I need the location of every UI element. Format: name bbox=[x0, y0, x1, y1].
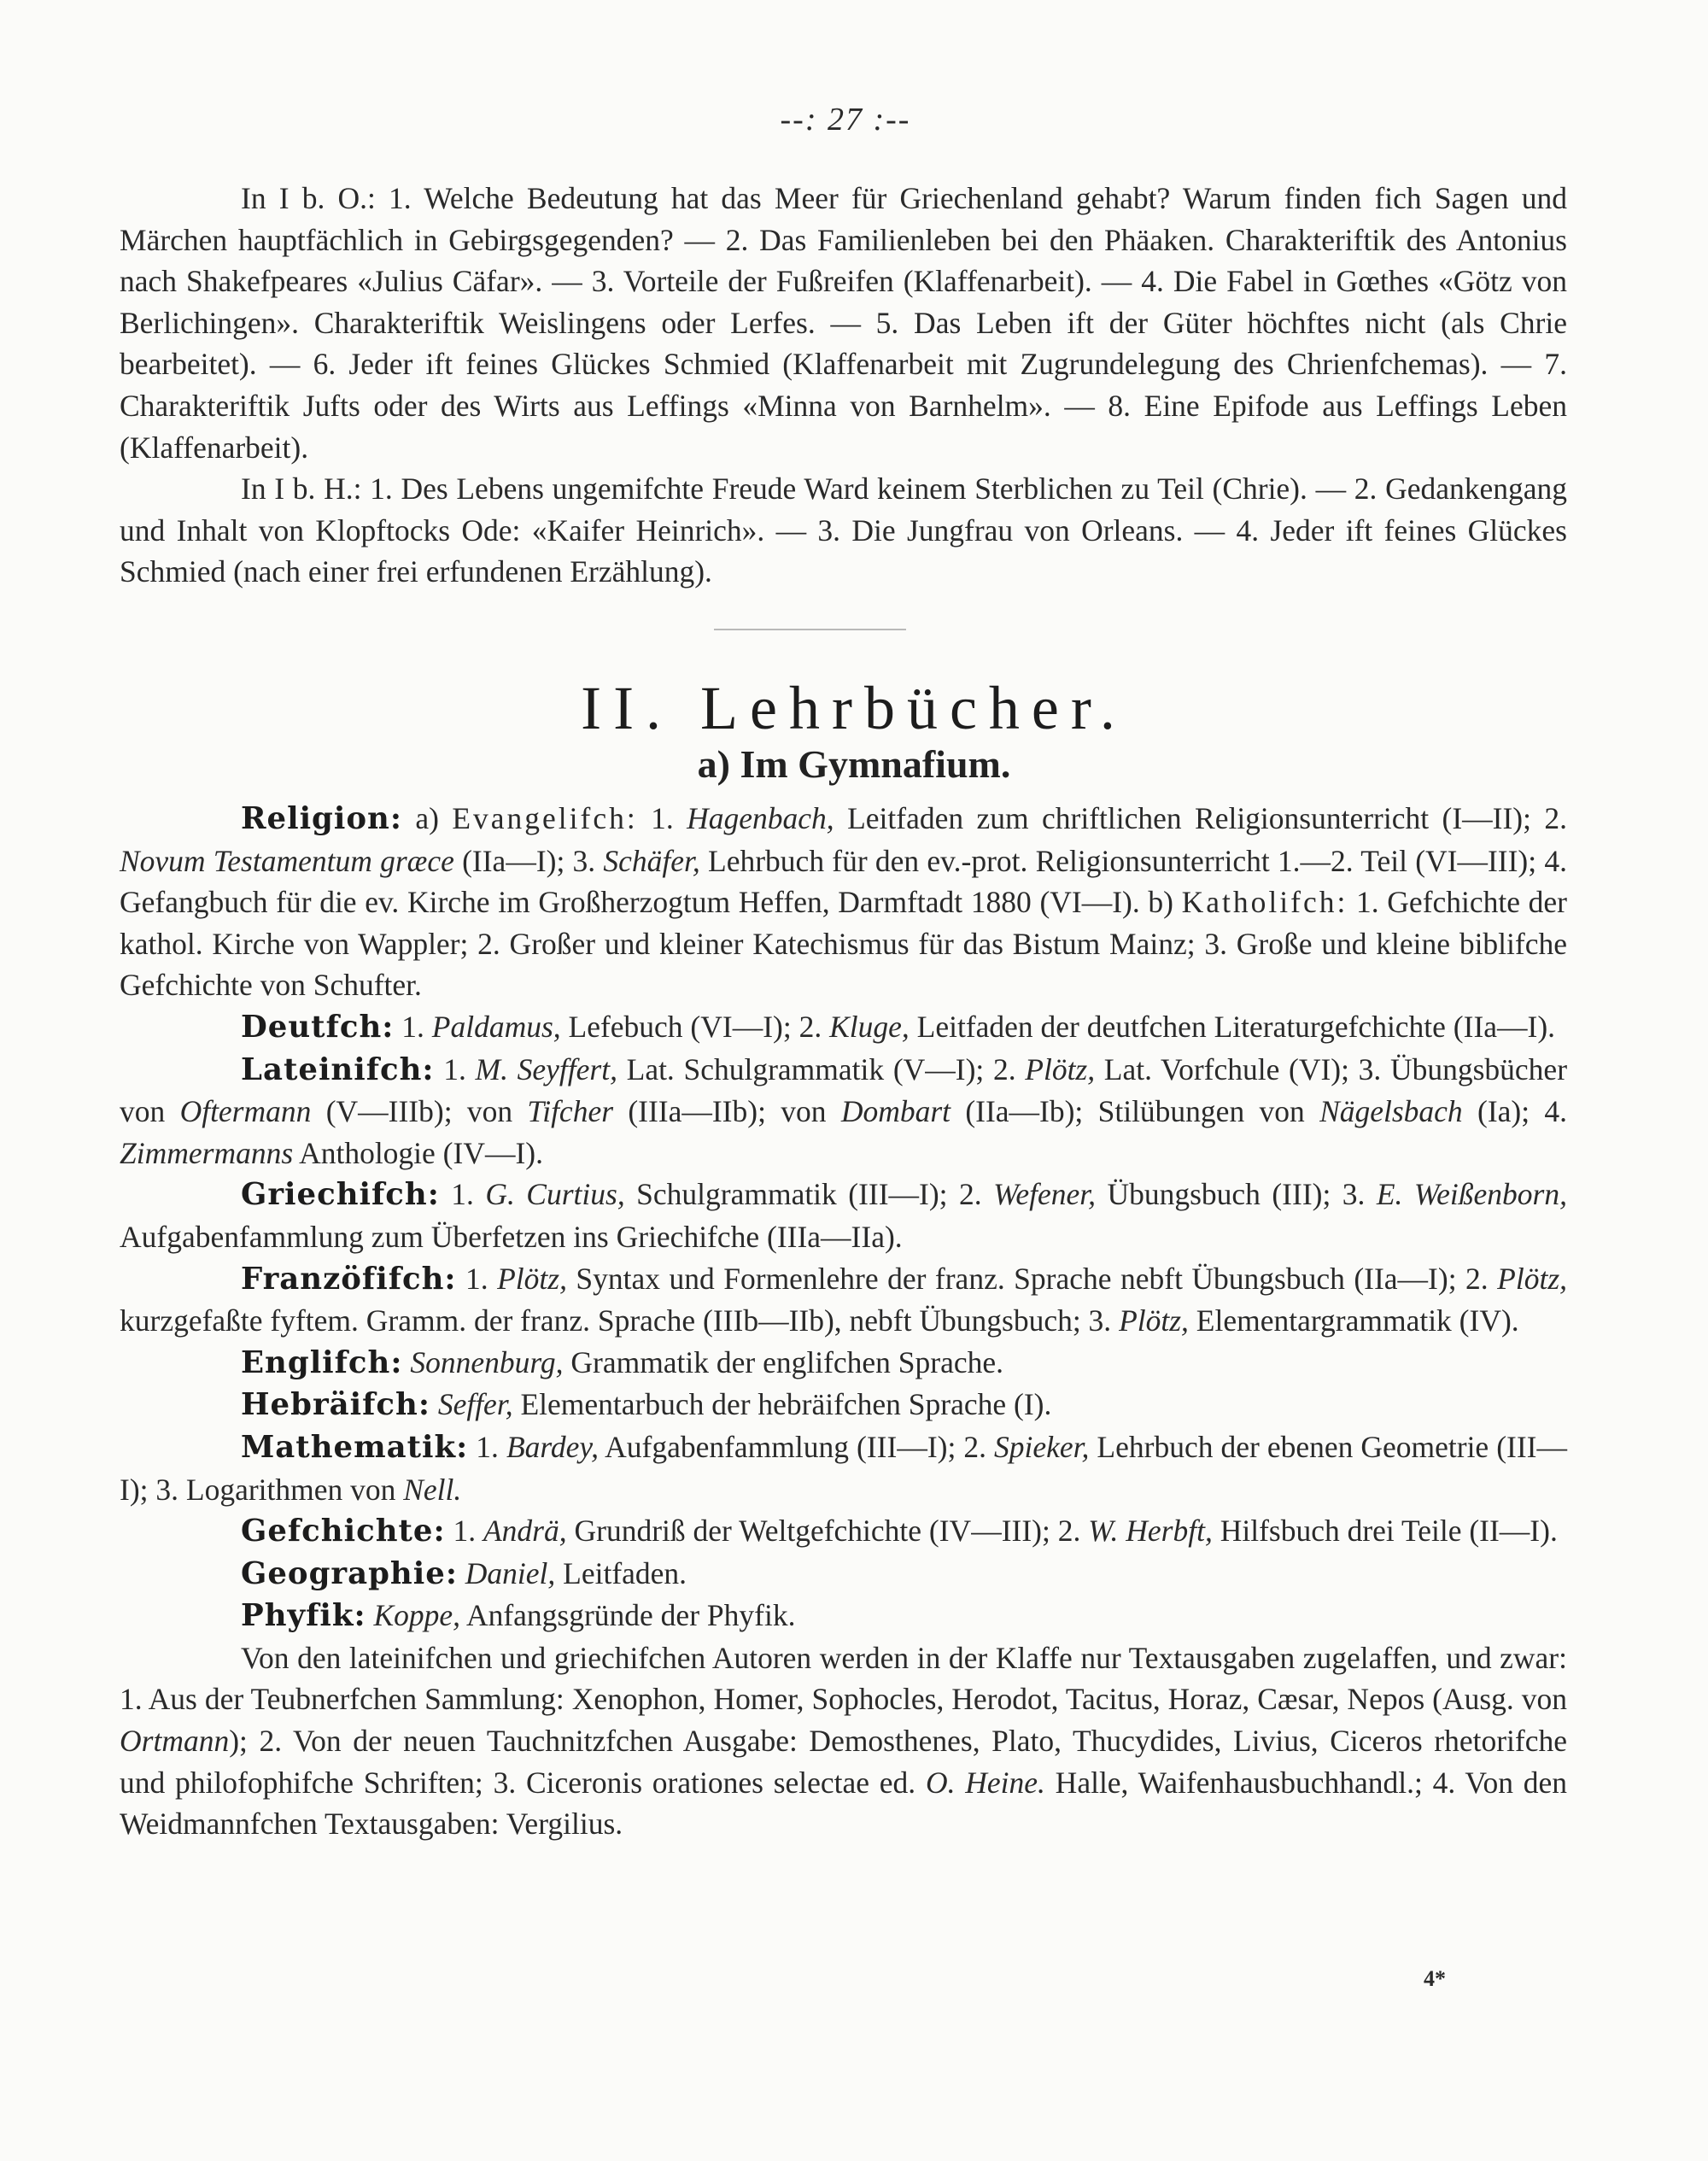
printer-signature-mark: 4* bbox=[1424, 1966, 1446, 1991]
subject-label: Geographie: bbox=[241, 1555, 458, 1591]
subject-label: Hebräifch: bbox=[241, 1387, 430, 1423]
page-number bbox=[0, 101, 1691, 138]
entry-deutsch: Deutfch: 1. Paldamus, Lefebuch (VI—I); 2. Kluge, Leitfaden der deutfchen Literaturgefchichte (IIa—I). bbox=[241, 1009, 1556, 1045]
topics-ib-h: In I b. H.: 1. Des Lebens ungemifchte Freude Ward keinem Sterblichen zu Teil (Chrie). — 2. Gedankengang und Inhalt von Klopftocks Ode: «Kaifer Heinrich». — 3. Die Jungfrau von Orleans. — 4. Jeder ift feines Glückes Schmied (nach einer frei erfundenen Erzählung). bbox=[120, 471, 1567, 589]
subject-label: Franzöfifch: bbox=[241, 1261, 457, 1297]
page-number-decor-right: :-- bbox=[873, 102, 911, 138]
page-number-value: 27 bbox=[828, 102, 863, 138]
author-name: Ortmann bbox=[120, 1724, 230, 1759]
author-name: Plötz, bbox=[1119, 1303, 1189, 1338]
author-name: Daniel, bbox=[465, 1555, 556, 1590]
author-name: O. Heine. bbox=[925, 1765, 1045, 1800]
author-name: Zimmermanns bbox=[120, 1135, 294, 1170]
page-number-decor-left: --: bbox=[780, 102, 818, 138]
author-name: Paldamus, bbox=[431, 1009, 561, 1044]
section-subheading: a) Im Gymnafium. bbox=[697, 742, 1011, 786]
entry-hebraeisch: Hebräifch: Seffer, Elementarbuch der hebräifchen Sprache (I). bbox=[241, 1387, 1052, 1423]
entry-religion: Religion: a) Evangelifch: 1. Hagenbach, Leitfaden zum chriftlichen Religionsunterricht (I—II); 2. Novum Testamentum græce (IIa—I); 3. Schäfer, Lehrbuch für den ev.-prot. Religionsunterricht 1.—2. Teil (VI—III); 4. Gefangbuch für die ev. Kirche im Großherzogtum Heffen, Darmftadt 1880 (VI—I). b) Katholifch: 1. Gefchichte der kathol. Kirche von Wappler; 2. Großer und kleiner Katechismus für das Bistum Mainz; 3. Große und kleine biblifche Gefchichte von Schufter. bbox=[120, 801, 1567, 1003]
author-name: Sonnenburg, bbox=[410, 1344, 564, 1379]
author-name: Plötz, bbox=[1497, 1261, 1568, 1296]
entry-geographie: Geographie: Daniel, Leitfaden. bbox=[241, 1555, 687, 1591]
author-name: Oftermann bbox=[179, 1094, 312, 1129]
entry-franzoesisch: Franzöfifch: 1. Plötz, Syntax und Formenlehre der franz. Sprache nebft Übungsbuch (IIa—I); 2. Plötz, kurzgefaßte fyftem. Gramm. der franz. Sprache (IIIb—IIb), nebft Übungsbuch; 3. Plötz, Elementargrammatik (IV). bbox=[120, 1261, 1568, 1338]
author-name: Seffer, bbox=[437, 1387, 513, 1422]
author-name: Plötz, bbox=[497, 1261, 567, 1296]
author-name: G. Curtius, bbox=[485, 1177, 625, 1212]
closing-paragraph: Von den lateinifchen und griechifchen Autoren werden in der Klaffe nur Textausgaben zugelaffen, und zwar: 1. Aus der Teubnerfchen Sammlung: Xenophon, Homer, Sophocles, Herodot, Tacitus, Horaz, Cæsar, Nepos (Ausg. von Ortmann); 2. Von der neuen Tauchnitzfchen Ausgabe: Demosthenes, Plato, Thucydides, Livius, Ciceros rhetorifche und philofophifche Schriften; 3. Ciceronis orationes selectae ed. O. Heine. Halle, Waifenhausbuchhandl.; 4. Von den Weidmannfchen Textausgaben: Vergilius. bbox=[120, 1640, 1567, 1842]
author-name: Spieker, bbox=[994, 1429, 1090, 1464]
author-name: Hagenbach, bbox=[687, 801, 834, 835]
textbooks-list bbox=[120, 798, 1567, 1845]
section-heading: II. Lehrbücher. bbox=[581, 674, 1127, 742]
author-name: Koppe, bbox=[373, 1598, 461, 1633]
subject-label: Gefchichte: bbox=[241, 1514, 446, 1549]
author-name: Tifcher bbox=[527, 1094, 614, 1129]
entry-englisch: Englifch: Sonnenburg, Grammatik der englifchen Sprache. bbox=[241, 1344, 1004, 1380]
subject-label: Lateinifch: bbox=[241, 1051, 435, 1087]
author-name: Nell. bbox=[403, 1472, 462, 1507]
book-title: Novum Testamentum græce bbox=[120, 843, 454, 878]
denomination-label: Evangelifch: bbox=[452, 801, 638, 835]
subject-label: Deutfch: bbox=[241, 1009, 395, 1045]
entry-mathematik: Mathematik: 1. Bardey, Aufgabenfammlung (III—I); 2. Spieker, Lehrbuch der ebenen Geometrie (III—I); 3. Logarithmen von Nell. bbox=[120, 1429, 1567, 1507]
author-name: Plötz, bbox=[1025, 1051, 1096, 1086]
topics-ib-o: In I b. O.: 1. Welche Bedeutung hat das Meer für Griechenland gehabt? Warum finden fich Sagen und Märchen hauptfächlich in Gebirgsgegenden? — 2. Das Familienleben bei den Phäaken. Charakteriftik des Antonius nach Shakefpeares «Julius Cäfar». — 3. Vorteile der Fußreifen (Klaffenarbeit). — 4. Die Fabel in Gœthes «Götz von Berlichingen». Charakteriftik Weislingens oder Lerfes. — 5. Das Leben ift der Güter höchftes nicht (als Chrie bearbeitet). — 6. Jeder ift feines Glückes Schmied (Klaffenarbeit mit Zugrundelegung des Chrienfchemas). — 7. Charakteriftik Jufts oder des Wirts aus Leffings «Minna von Barnhelm». — 8. Eine Epifode aus Leffings Leben (Klaffenarbeit). bbox=[120, 181, 1567, 465]
subject-label: Religion: bbox=[241, 801, 402, 836]
entry-geschichte: Gefchichte: 1. Andrä, Grundriß der Weltgefchichte (IV—III); 2. W. Herbft, Hilfsbuch drei Teile (II—I). bbox=[241, 1514, 1558, 1549]
author-name: M. Seyffert, bbox=[475, 1051, 617, 1086]
author-name: E. Weißenborn, bbox=[1376, 1177, 1567, 1212]
subject-label: Phyfik: bbox=[241, 1598, 366, 1634]
entry-griechisch: Griechifch: 1. G. Curtius, Schulgrammatik (III—I); 2. Wefener, Übungsbuch (III); 3. E. Weißenborn, Aufgabenfammlung zum Überfetzen ins Griechifche (IIIa—IIa). bbox=[120, 1177, 1567, 1254]
denomination-label: Katholifch: bbox=[1181, 885, 1348, 920]
author-name: Nägelsbach bbox=[1319, 1094, 1463, 1129]
author-name: Andrä, bbox=[483, 1514, 567, 1549]
entry-latein: Lateinifch: 1. M. Seyffert, Lat. Schulgrammatik (V—I); 2. Plötz, Lat. Vorfchule (VI); 3. Übungsbücher von Oftermann (V—IIIb); von Tifcher (IIIa—IIb); von Dombart (IIa—Ib); Stilübungen von Nägelsbach (Ia); 4. Zimmermanns Anthologie (IV—I). bbox=[120, 1051, 1568, 1170]
author-name: Bardey, bbox=[506, 1429, 600, 1464]
section-divider bbox=[714, 629, 906, 630]
author-name: W. Herbft, bbox=[1088, 1514, 1213, 1549]
author-name: Wefener, bbox=[993, 1177, 1097, 1212]
subject-label: Mathematik: bbox=[241, 1429, 469, 1465]
essay-topics-block bbox=[120, 178, 1567, 593]
author-name: Dombart bbox=[840, 1094, 951, 1129]
author-name: Kluge, bbox=[829, 1009, 910, 1044]
entry-physik: Phyfik: Koppe, Anfangsgründe der Phyfik. bbox=[241, 1598, 796, 1634]
author-name: Schäfer, bbox=[603, 843, 700, 878]
subject-label: Englifch: bbox=[241, 1344, 403, 1380]
subject-label: Griechifch: bbox=[241, 1177, 440, 1213]
